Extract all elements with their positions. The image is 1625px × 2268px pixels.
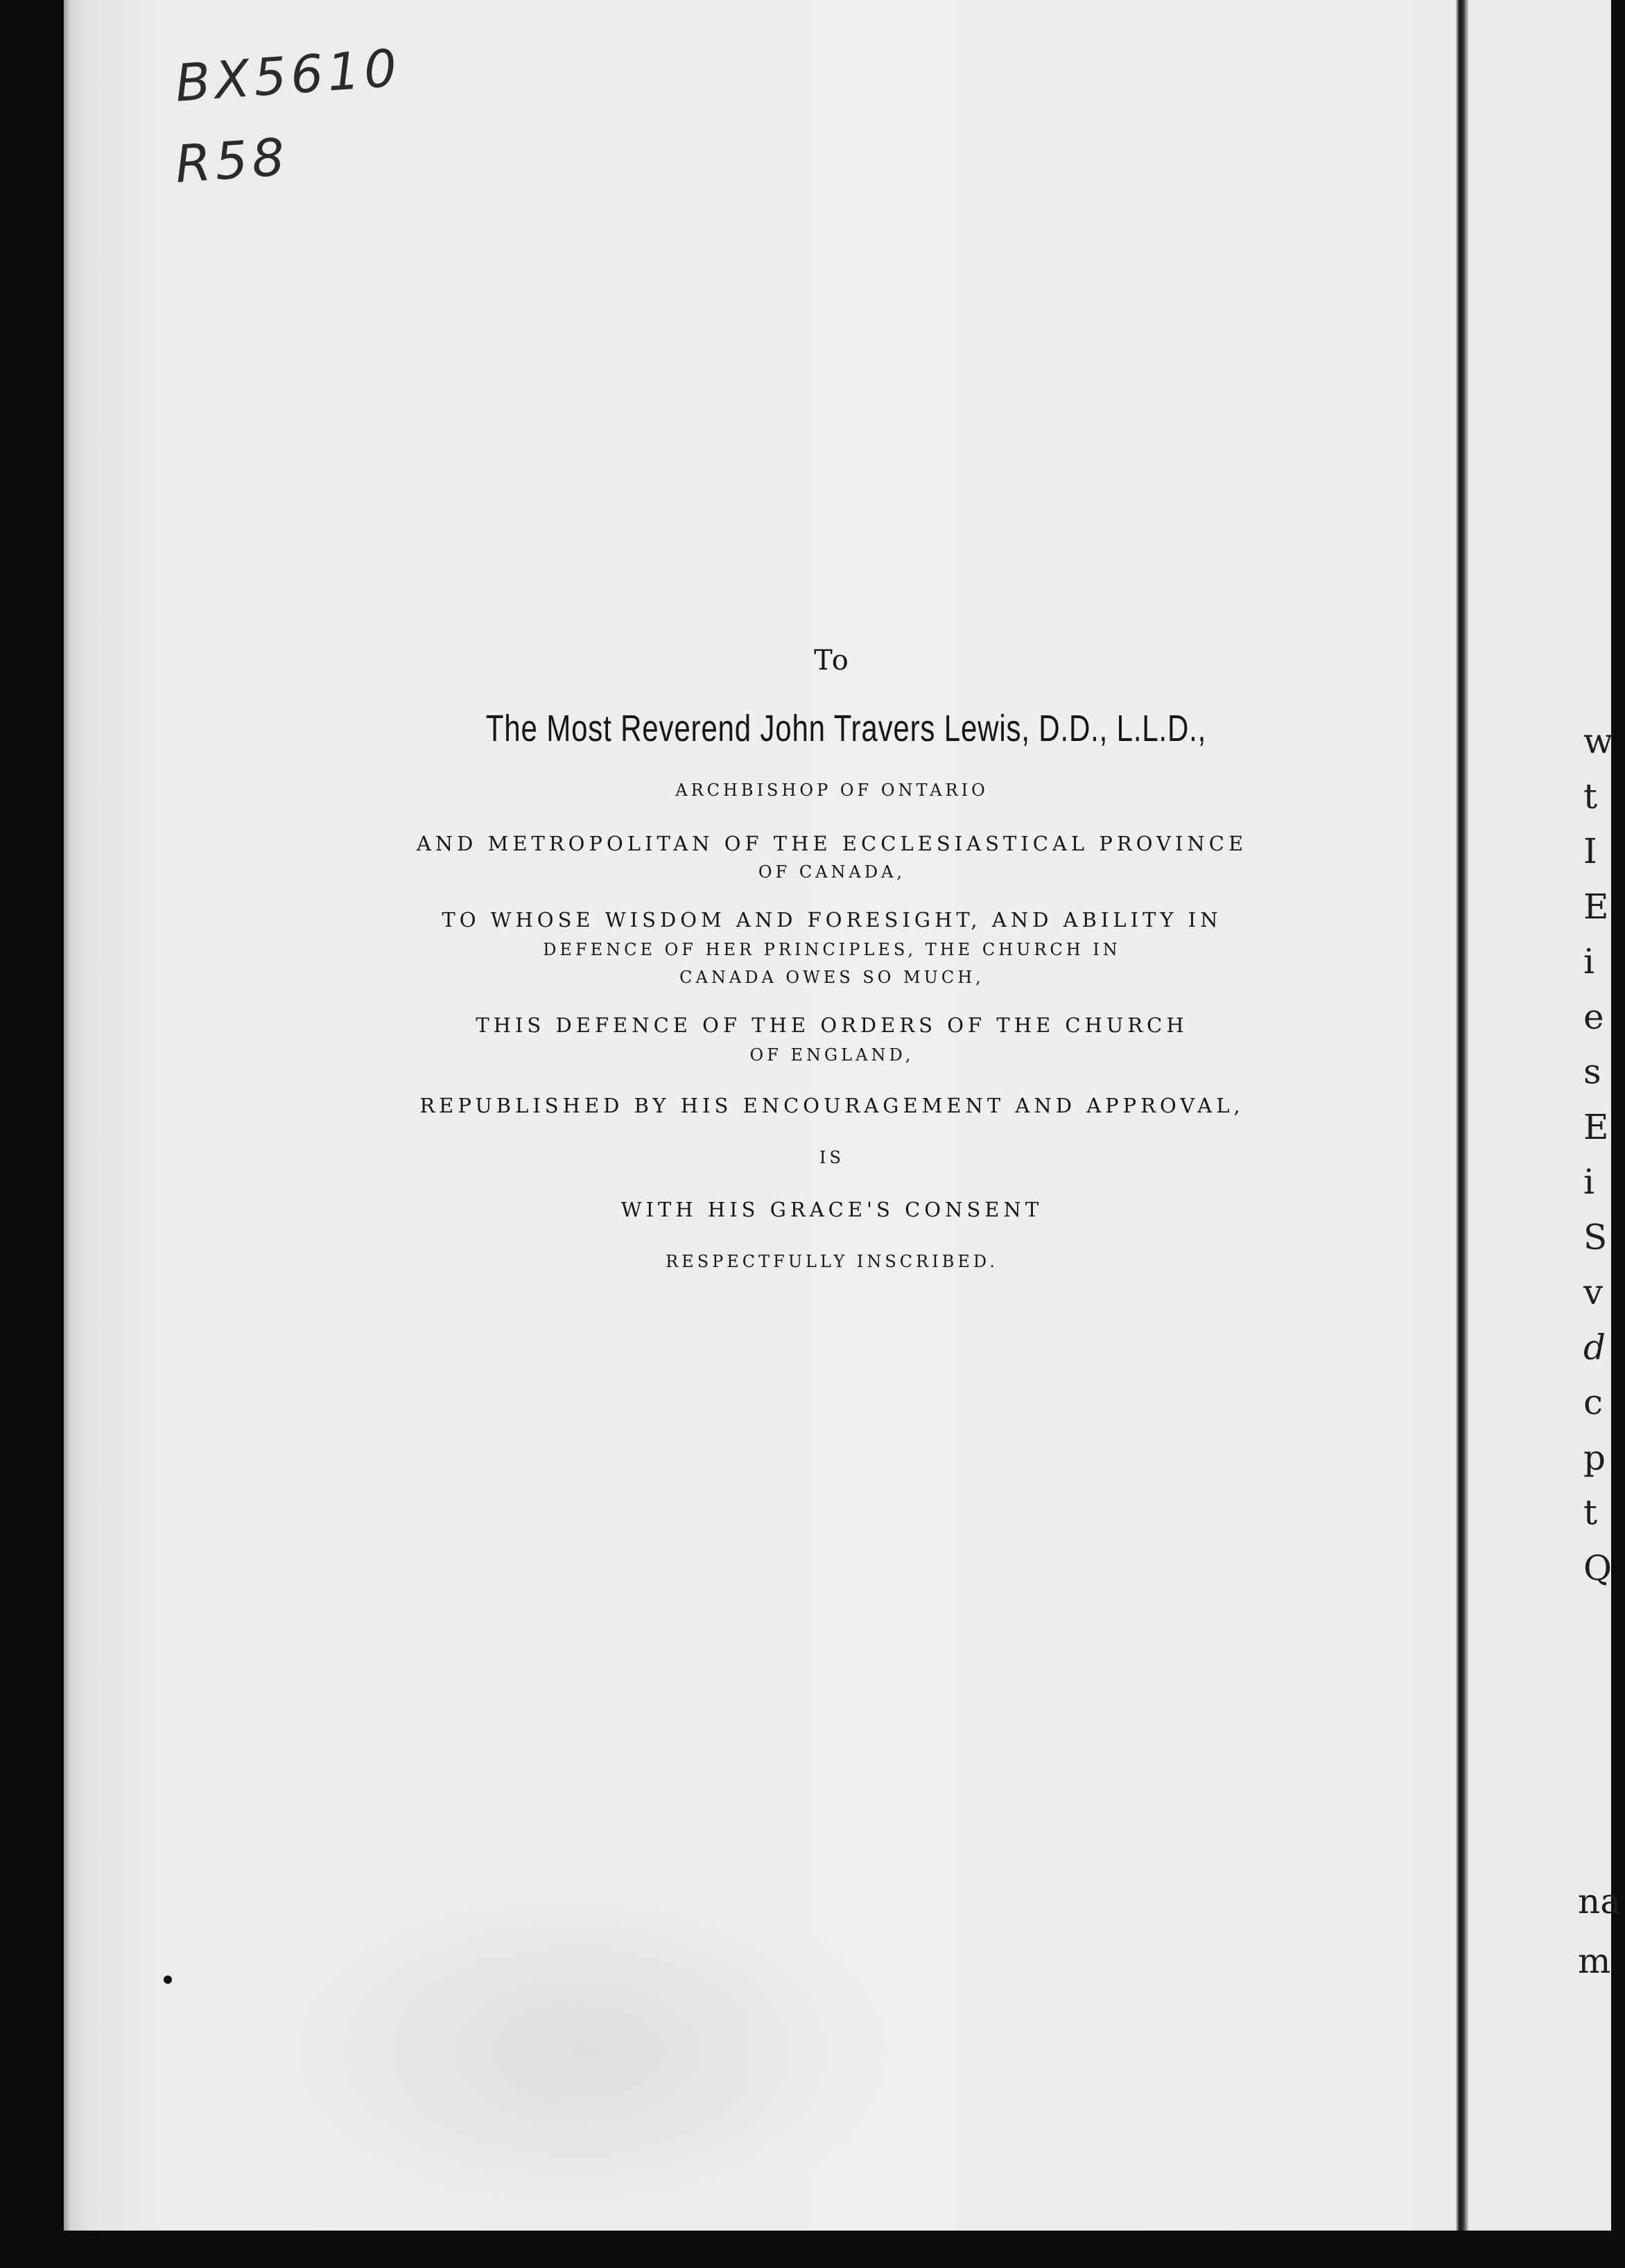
fragment: S <box>1583 1216 1608 1257</box>
metropolitan-line-1: AND METROPOLITAN OF THE ECCLESIASTICAL PROVINCE <box>416 832 1248 855</box>
ink-speck <box>31 1632 35 1635</box>
fragment: e <box>1583 996 1604 1037</box>
fragment: i <box>1583 941 1594 982</box>
wisdom-line-3: CANADA OWES SO MUCH, <box>679 968 984 987</box>
consent-line: WITH HIS GRACE'S CONSENT <box>620 1198 1043 1221</box>
fragment: w <box>1583 721 1613 761</box>
republished-line: REPUBLISHED BY HIS ENCOURAGEMENT AND APPROVAL, <box>419 1094 1244 1117</box>
fragment: i <box>1583 1162 1594 1202</box>
dedication-to: To <box>814 645 850 677</box>
fragment: t <box>1583 1492 1598 1533</box>
handwritten-call-number-line-1: BX5610 <box>173 38 403 114</box>
fragment: c <box>1583 1382 1604 1422</box>
dedicatee-name: The Most Reverend John Travers Lewis, D.D., L.L.D., <box>485 708 1207 749</box>
fragment: E <box>1583 886 1609 927</box>
defence-line-1: THIS DEFENCE OF THE ORDERS OF THE CHURCH <box>476 1013 1188 1037</box>
fragment: na <box>1578 1881 1622 1921</box>
fragment: p <box>1583 1437 1606 1478</box>
defence-line-2: OF ENGLAND, <box>749 1045 914 1065</box>
fragment: v <box>1583 1272 1604 1312</box>
book-gutter <box>1456 0 1468 2268</box>
fragment: Q <box>1583 1547 1612 1588</box>
handwritten-call-number-line-2: R58 <box>173 127 291 195</box>
wisdom-line-2: DEFENCE OF HER PRINCIPLES, THE CHURCH IN <box>543 940 1121 959</box>
ink-speck <box>164 1975 172 1984</box>
dedicatee-title: ARCHBISHOP OF ONTARIO <box>675 780 989 800</box>
fragment: s <box>1583 1052 1601 1092</box>
facing-page-text-fragments-lower <box>1578 1872 1622 1991</box>
fragment: d <box>1583 1327 1606 1368</box>
fragment: E <box>1583 1106 1609 1147</box>
dedication-block <box>388 645 1276 1271</box>
wisdom-line-1: TO WHOSE WISDOM AND FORESIGHT, AND ABILITY IN <box>442 908 1222 932</box>
facing-page-text-fragments <box>1583 714 1625 1596</box>
fragment: t <box>1583 776 1598 817</box>
is-line: IS <box>819 1148 844 1167</box>
fragment: m <box>1578 1941 1611 1981</box>
fragment: I <box>1583 831 1597 871</box>
inscribed-line: RESPECTFULLY INSCRIBED. <box>666 1252 998 1271</box>
metropolitan-line-2: OF CANADA, <box>758 862 906 882</box>
scan-bottom-edge <box>0 2231 1611 2268</box>
left-page-edge <box>64 0 71 2231</box>
ink-speck <box>31 156 37 159</box>
